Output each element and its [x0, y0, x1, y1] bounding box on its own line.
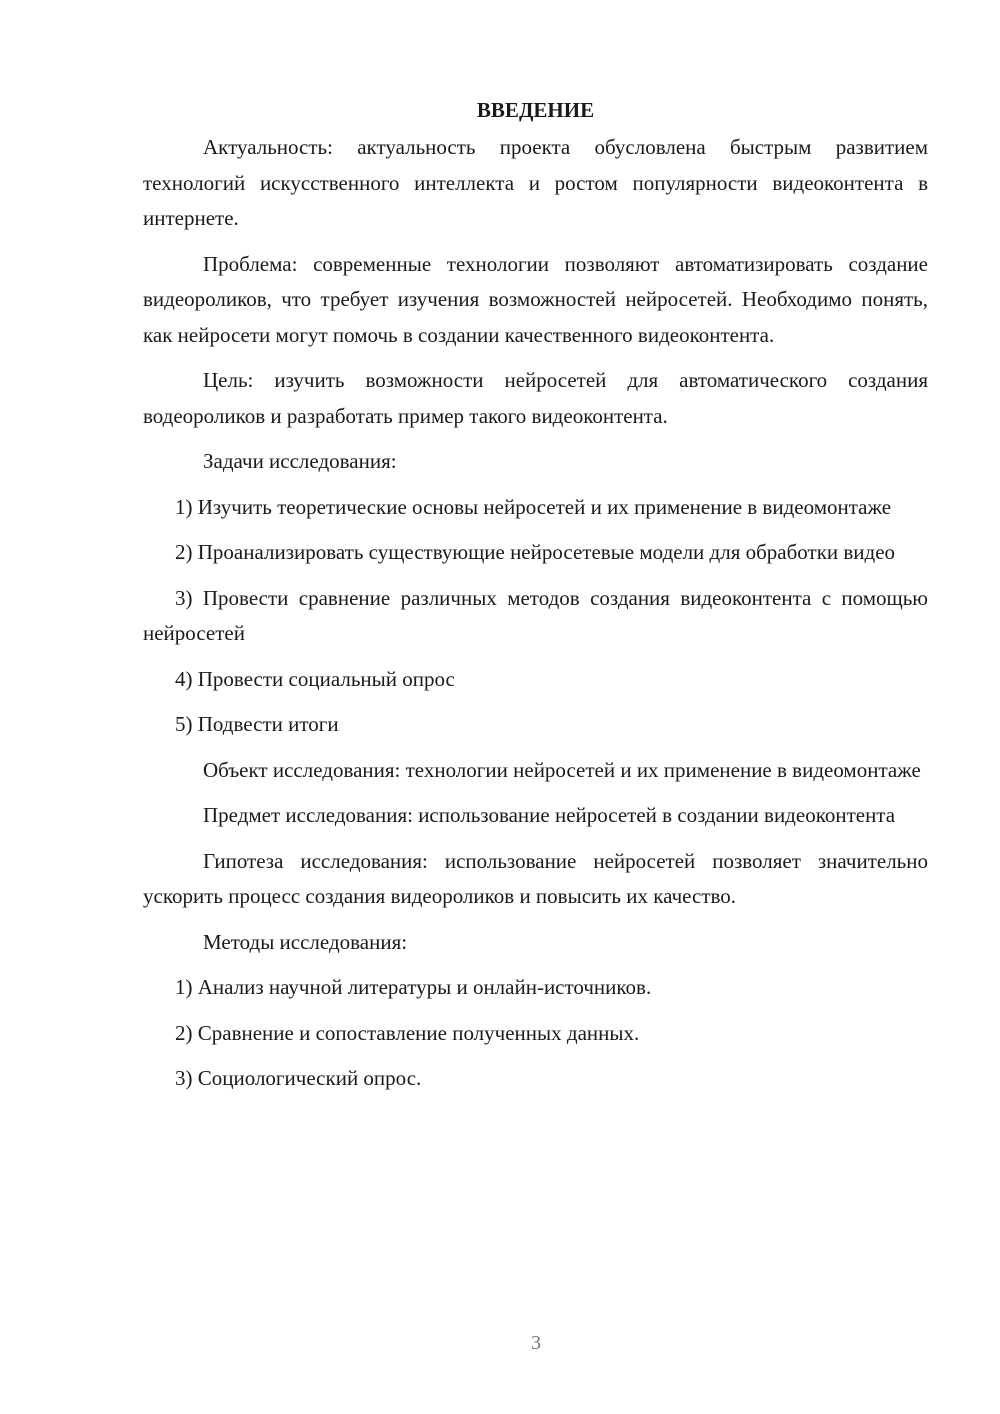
method-item: 1) Анализ научной литературы и онлайн-источников. — [175, 975, 652, 999]
problem-paragraph: Проблема: современные технологии позволяют автоматизировать создание видеороликов, что требует изучения возможностей нейросетей. Необходимо понять, как нейросети могут помочь в создании качественного видеоконтента. — [143, 251, 928, 347]
method-item: 2) Сравнение и сопоставление полученных данных. — [175, 1020, 640, 1045]
task-item: 3) Провести сравнение различных методов создания видеоконтента с помощью нейросетей — [143, 585, 928, 645]
page-title: ВВЕДЕНИЕ — [476, 98, 595, 122]
task-item: 1) Изучить теоретические основы нейросетей и их применение в видеомонтаже — [175, 494, 892, 519]
document-page — [143, 92, 928, 1107]
goal-paragraph: Цель: изучить возможности нейросетей для автоматического создания водеороликов и разработать пример такого видеоконтента. — [143, 368, 928, 428]
task-item: 5) Подвести итоги — [175, 712, 339, 736]
page-number: 3 — [531, 1332, 541, 1354]
tasks-heading: Задачи исследования: — [203, 449, 397, 473]
task-item: 4) Провести социальный опрос — [175, 666, 455, 691]
methods-heading: Методы исследования: — [203, 929, 408, 954]
relevance-paragraph: Актуальность: актуальность проекта обусловлена быстрым развитием технологий искусственного интеллекта и ростом популярности видеоконтента в интернете. — [143, 135, 928, 230]
task-item: 2) Проанализировать существующие нейросетевые модели для обработки видео — [175, 540, 896, 564]
hypothesis-paragraph: Гипотеза исследования: использование нейросетей позволяет значительно ускорить процесс создания видеороликов и повысить их качество. — [143, 848, 928, 908]
method-item: 3) Социологический опрос. — [175, 1066, 422, 1090]
object-paragraph: Объект исследования: технологии нейросетей и их применение в видеомонтаже — [203, 757, 921, 782]
subject-paragraph: Предмет исследования: использование нейросетей в создании видеоконтента — [203, 803, 896, 827]
